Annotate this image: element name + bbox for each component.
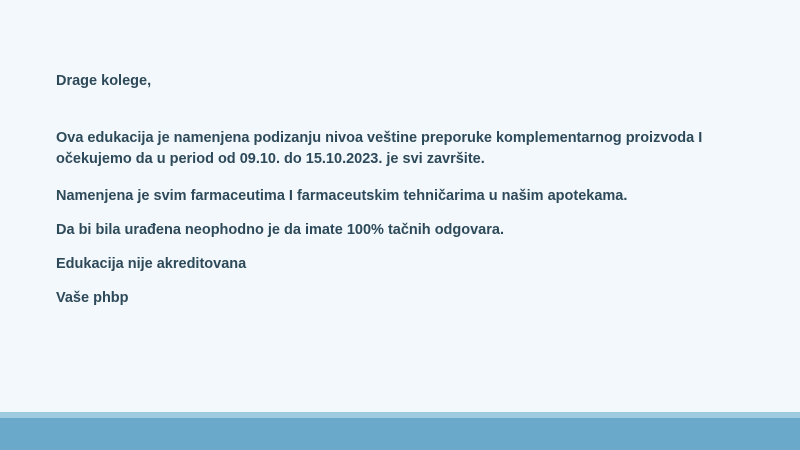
paragraph-3: Da bi bila urađena neophodno je da imate 100% tačnih odgovara. [56, 221, 504, 238]
paragraph-4: Edukacija nije akreditovana [56, 255, 247, 272]
slide-text-body [56, 72, 756, 322]
paragraph-2: Namenjena je svim farmaceutima I farmaceutskim tehničarima u našim apotekama. [56, 187, 628, 204]
signature-line: Vaše phbp [56, 289, 129, 306]
greeting-line: Drage kolege, [56, 73, 152, 89]
footer-bar [0, 418, 800, 450]
paragraph-1: Ova edukacija je namenjena podizanju nivoa veštine preporuke komplementarnog proizvoda I očekujemo da u period od 09.10. do 15.10.2023. je svi završite. [56, 129, 703, 167]
